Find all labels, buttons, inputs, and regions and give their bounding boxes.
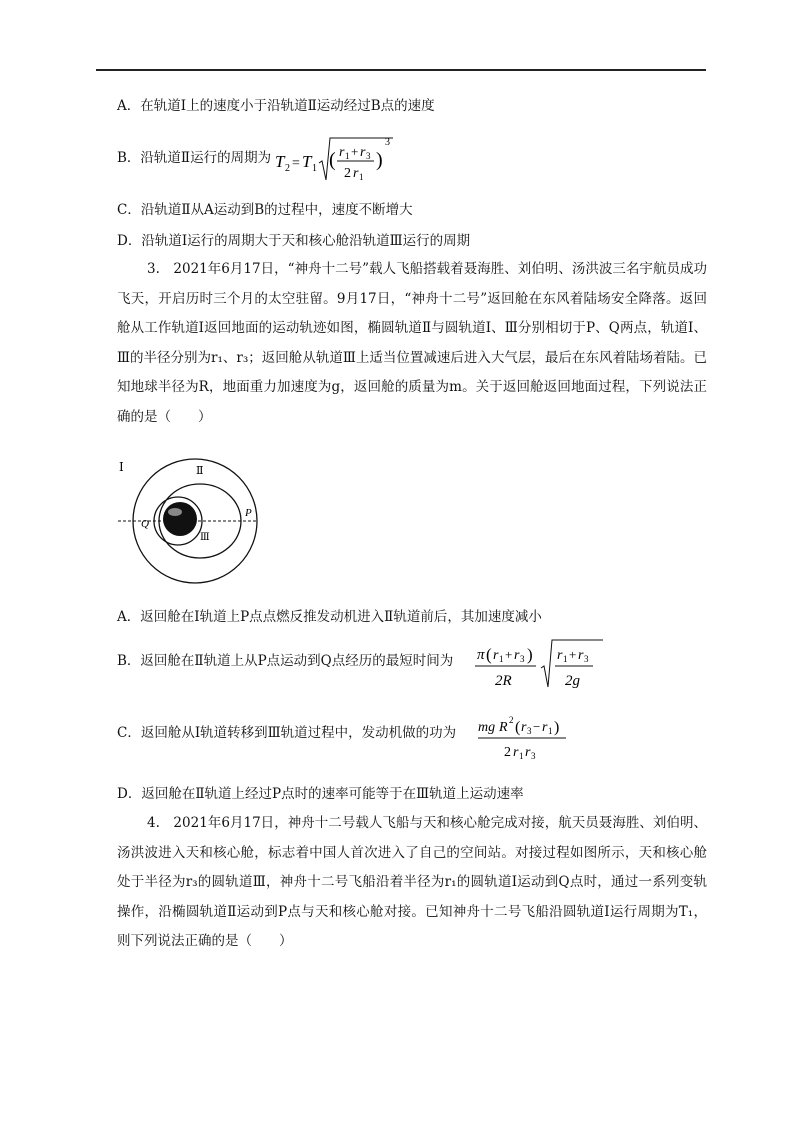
q3-option-b[interactable] bbox=[117, 651, 453, 671]
svg-text:(: ( bbox=[486, 645, 492, 664]
svg-text:1: 1 bbox=[345, 151, 350, 161]
svg-text:2: 2 bbox=[285, 163, 290, 174]
svg-text:): ) bbox=[376, 149, 383, 171]
q3-option-c-text: C．返回舱从Ⅰ轨道转移到Ⅲ轨道过程中，发动机做的功为 bbox=[117, 725, 457, 741]
svg-text:r: r bbox=[360, 145, 366, 160]
svg-text:2: 2 bbox=[344, 166, 351, 181]
svg-text:r: r bbox=[525, 745, 531, 760]
header-rule bbox=[96, 69, 706, 71]
q3-stem: 3. 2021年6月17日，“神舟十二号”载人飞船搭载着聂海胜、刘伯明、汤洪波三名宇航员成功飞天，开启历时三个月的太空驻留。9月17日，“神舟十二号”返回舱在东风着陆场安全降落。返回舱从工作轨道Ⅰ返回地面的运动轨迹如图，椭圆轨道Ⅱ与圆轨道Ⅰ、Ⅲ分别相切于P、Q两点，轨道Ⅰ、Ⅲ的半径分别为r₁、r₃；返回舱从轨道Ⅲ上适当位置减速后进入大气层，最后在东风着陆场着陆。已知地球半径为R，地面重力加速度为g，返回舱的质量为m。关于返回舱返回地面过程，下列说法正确的是（ ） bbox=[117, 261, 707, 425]
svg-text:3: 3 bbox=[520, 654, 525, 664]
svg-text:+: + bbox=[569, 647, 577, 662]
svg-text:=: = bbox=[292, 156, 300, 171]
svg-text:): ) bbox=[554, 719, 560, 736]
svg-text:r: r bbox=[339, 145, 345, 160]
q3-option-d[interactable]: D．返回舱在Ⅱ轨道上经过P点时的速率可能等于在Ⅲ轨道上运动速率 bbox=[117, 786, 524, 802]
svg-text:r: r bbox=[513, 745, 519, 760]
svg-text:−: − bbox=[533, 719, 541, 734]
svg-text:r: r bbox=[542, 720, 548, 735]
svg-text:(: ( bbox=[515, 719, 521, 736]
svg-text:mg: mg bbox=[478, 720, 496, 735]
svg-text:1: 1 bbox=[359, 172, 364, 182]
svg-text:r: r bbox=[578, 648, 584, 663]
svg-text:1: 1 bbox=[499, 654, 504, 664]
svg-text:1: 1 bbox=[548, 726, 553, 736]
q3-option-b-text: B．返回舱在Ⅱ轨道上从P点运动到Q点经历的最短时间为 bbox=[117, 653, 454, 669]
q3-option-c-formula bbox=[476, 710, 586, 768]
svg-text:3: 3 bbox=[531, 751, 536, 761]
svg-text:3: 3 bbox=[385, 137, 390, 148]
q2-option-c[interactable]: C．沿轨道Ⅱ从A运动到B的过程中，速度不断增大 bbox=[117, 202, 413, 218]
svg-text:3: 3 bbox=[527, 726, 532, 736]
earth bbox=[163, 502, 197, 536]
q2-option-a[interactable]: A．在轨道Ⅰ上的速度小于沿轨道Ⅱ运动经过B点的速度 bbox=[117, 98, 435, 114]
svg-text:2g: 2g bbox=[565, 673, 580, 689]
q4-stem: 4. 2021年6月17日，神舟十二号载人飞船与天和核心舱完成对接，航天员聂海胜、刘伯明、汤洪波进入天和核心舱，标志着中国人首次进入了自己的空间站。对接过程如图所示，天和核心舱处于半径为r₃的圆轨道Ⅲ，神舟十二号飞船沿着半径为r₁的圆轨道Ⅰ运动到Q点时，通过一系列变轨操作，沿椭圆轨道Ⅱ运动到P点与天和核心舱对接。已知神舟十二号飞船沿圆轨道Ⅰ运行周期为T₁，则下列说法正确的是（ ） bbox=[117, 815, 707, 950]
svg-text:+: + bbox=[351, 144, 359, 159]
svg-text:1: 1 bbox=[563, 654, 568, 664]
q2-option-d[interactable]: D．沿轨道Ⅰ运行的周期大于天和核心舱沿轨道Ⅲ运行的周期 bbox=[117, 233, 471, 249]
svg-text:2: 2 bbox=[509, 715, 514, 725]
svg-text:r: r bbox=[353, 166, 359, 181]
svg-text:Ⅰ: Ⅰ bbox=[119, 460, 124, 474]
svg-text:3: 3 bbox=[584, 654, 589, 664]
q3-option-c[interactable] bbox=[117, 723, 456, 743]
svg-text:): ) bbox=[527, 645, 533, 664]
svg-text:r: r bbox=[557, 648, 563, 663]
svg-text:2: 2 bbox=[504, 745, 511, 760]
svg-text:1: 1 bbox=[519, 751, 524, 761]
svg-text:T: T bbox=[302, 152, 312, 171]
svg-text:1: 1 bbox=[312, 163, 317, 174]
svg-text:Ⅱ: Ⅱ bbox=[196, 465, 204, 477]
svg-text:r: r bbox=[514, 648, 520, 663]
q3-option-a[interactable]: A．返回舱在Ⅰ轨道上P点点燃反推发动机进入Ⅱ轨道前后，其加速度减小 bbox=[117, 609, 542, 625]
svg-text:(: ( bbox=[329, 149, 336, 171]
svg-text:R: R bbox=[499, 720, 508, 735]
svg-text:2R: 2R bbox=[495, 673, 512, 689]
q3-orbit-figure bbox=[112, 456, 272, 592]
formula-t2: T bbox=[275, 152, 285, 171]
svg-text:+: + bbox=[505, 647, 513, 662]
svg-text:Q: Q bbox=[141, 518, 149, 530]
svg-text:r: r bbox=[493, 648, 499, 663]
q3-option-b-formula bbox=[471, 635, 611, 697]
q2-option-b[interactable] bbox=[117, 148, 271, 168]
q2-option-b-text: B．沿轨道Ⅱ运行的周期为 bbox=[117, 150, 272, 166]
svg-text:P: P bbox=[245, 507, 252, 519]
svg-text:r: r bbox=[521, 720, 527, 735]
q2-option-b-formula bbox=[273, 130, 398, 192]
svg-text:π: π bbox=[477, 647, 485, 663]
svg-text:Ⅲ: Ⅲ bbox=[200, 532, 210, 543]
svg-text:3: 3 bbox=[366, 151, 371, 161]
